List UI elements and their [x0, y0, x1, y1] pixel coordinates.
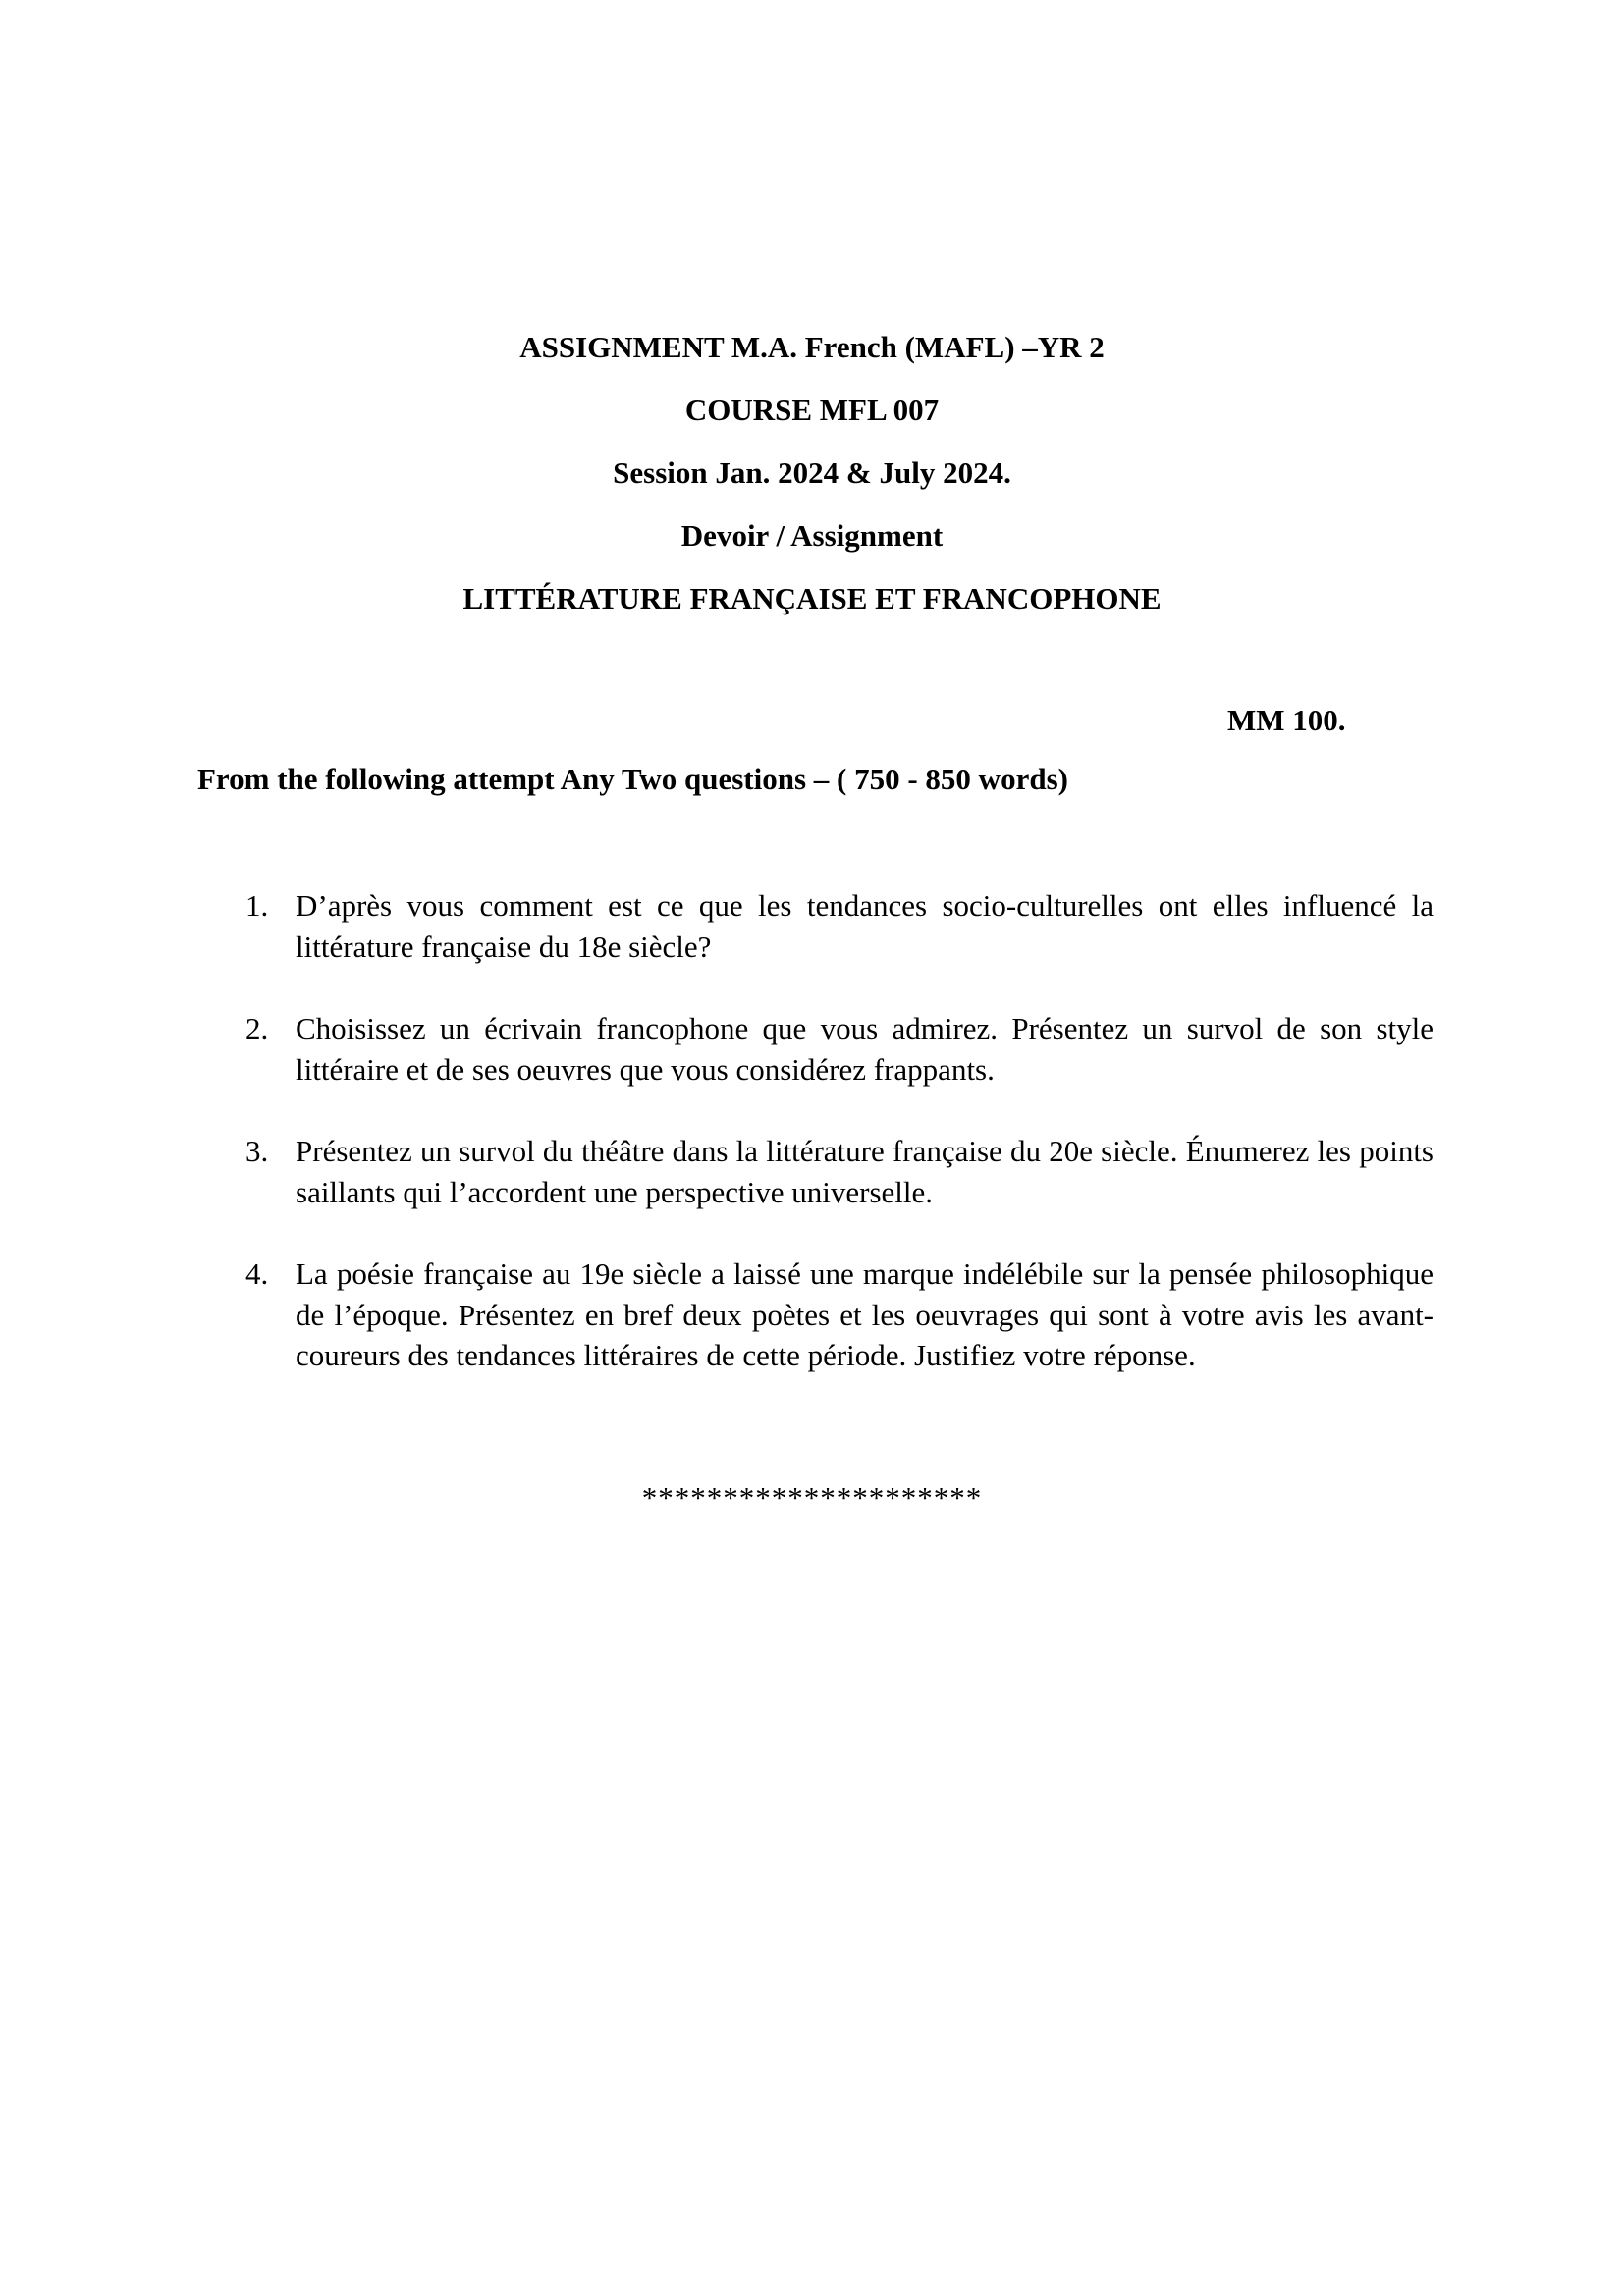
question-text: Choisissez un écrivain francophone que vous admirez. Présentez un survol de son style littéraire et de ses oeuvres que vous considérez frappants. [296, 1011, 1434, 1087]
subject-title: LITTÉRATURE FRANÇAISE ET FRANCOPHONE [462, 581, 1162, 615]
end-separator: ********************* [641, 1480, 983, 1515]
assignment-label: Devoir / Assignment [680, 518, 944, 553]
instruction-text: From the following attempt Any Two questions – ( 750 - 850 words) [197, 762, 1068, 796]
question-number: 1. [245, 888, 269, 923]
session-info: Session Jan. 2024 & July 2024. [613, 455, 1011, 490]
question-number: 2. [245, 1011, 269, 1045]
question-number: 3. [245, 1134, 269, 1168]
question-number: 4. [245, 1256, 269, 1291]
question-text: La poésie française au 19e siècle a laissé une marque indélébile sur la pensée philosophique de l’époque. Présentez en bref deux poètes et les oeuvrages qui sont à votre avis les avant-coureurs des tendances littéraires de cette période. Justifiez votre réponse. [296, 1256, 1434, 1372]
document-header [0, 316, 1624, 630]
course-code: COURSE MFL 007 [684, 393, 940, 427]
maximum-marks: MM 100. [1227, 703, 1346, 737]
question-text: D’après vous comment est ce que les tendances socio-culturelles ont elles influencé la littérature française du 18e siècle? [296, 888, 1434, 964]
assignment-title: ASSIGNMENT M.A. French (MAFL) –YR 2 [519, 330, 1105, 364]
question-text: Présentez un survol du théâtre dans la littérature française du 20e siècle. Énumerez les points saillants qui l’accordent une perspective universelle. [296, 1134, 1434, 1209]
